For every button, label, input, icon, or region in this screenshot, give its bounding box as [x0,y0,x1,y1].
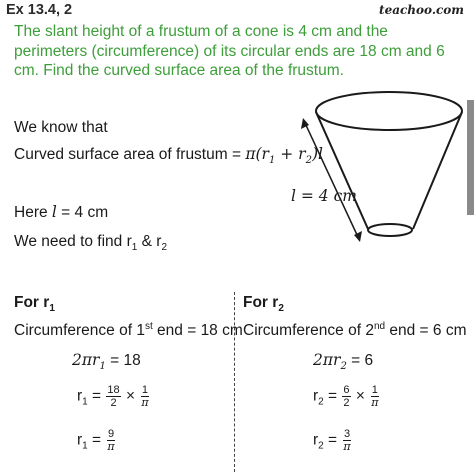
right-frac1: $\frac{6}{2}$ [343,384,350,409]
right-frac2: $\frac{1}{\pi}$ [371,384,379,409]
slant-height-text: l = 4 cm [291,187,357,205]
frustum-right-edge [413,112,462,229]
csa-formula-prefix: Curved surface area of frustum = [14,146,246,163]
right-r-label: r [313,387,319,405]
right-circ-sup: nd [373,321,386,332]
right-eq1: $2\pi r_2 = 6$ [313,351,374,373]
left-frac3: $\frac{9}{\pi}$ [107,428,115,453]
exercise-label: Ex 13.4, 2 [6,2,73,18]
right-eq2: $r_2$ = $\frac{6}{2}$ × $\frac{1}{\pi}$ [313,384,379,409]
here-prefix: Here [14,204,52,221]
csa-formula: Curved surface area of frustum = $\pi(r_1 + r_2)l$ [14,145,323,167]
right-frac3: $\frac{3}{\pi}$ [343,428,351,453]
left-frac2: $\frac{1}{\pi}$ [141,384,149,409]
right-heading: For $r_2$ [243,294,284,315]
left-r-label-2: r [77,431,83,449]
right-heading-text: For r [243,294,279,311]
need-to-find-and: & r [137,233,162,250]
question-text: The slant height of a frustum of a cone is 4 cm and the perimeters (circumference) of its circular ends are 18 cm and 6 cm. Find the curved surface area of the frustum. [14,23,445,79]
here-suffix: = 4 cm [56,204,109,221]
left-eq3: $r_1$ = $\frac{9}{\pi}$ [77,428,115,453]
slant-height-label [291,187,357,206]
here-line: Here l = 4 cm [14,203,109,221]
brand-logo: teachoo.com [379,3,464,17]
left-circ-suffix: end = 18 cm [152,322,243,340]
need-to-find-line: We need to find $r_1$ & $r_2$ [14,233,168,254]
frustum-bottom-ellipse [368,224,412,236]
left-heading-text: For r [14,294,50,311]
frustum-top-ellipse [316,92,462,130]
left-frac1: $\frac{18}{2}$ [107,384,120,409]
frustum-left-edge [316,112,368,229]
left-r-label: r [77,387,83,405]
right-r-label-2: r [313,431,319,449]
right-circumference [243,321,467,340]
slant-arrow [305,123,358,237]
left-heading: For $r_1$ [14,294,55,315]
left-circ-sup: st [144,321,153,332]
right-circ-prefix: Circumference of 2 [243,322,374,340]
left-eq1-rhs: = 18 [105,352,141,369]
right-circ-suffix: end = 6 cm [385,322,467,340]
need-to-find-text: We need to find r [14,233,132,250]
left-eq2: $r_1$ = $\frac{18}{2}$ × $\frac{1}{\pi}$ [77,384,149,409]
column-divider [234,292,235,472]
we-know-text: We know that [14,119,108,136]
left-circumference [14,321,243,340]
left-circ-prefix: Circumference of 1 [14,322,145,340]
right-eq3: $r_2$ = $\frac{3}{\pi}$ [313,428,351,453]
left-eq1: $2\pi r_1 = 18$ [72,351,141,373]
right-eq1-rhs: = 6 [346,352,374,369]
